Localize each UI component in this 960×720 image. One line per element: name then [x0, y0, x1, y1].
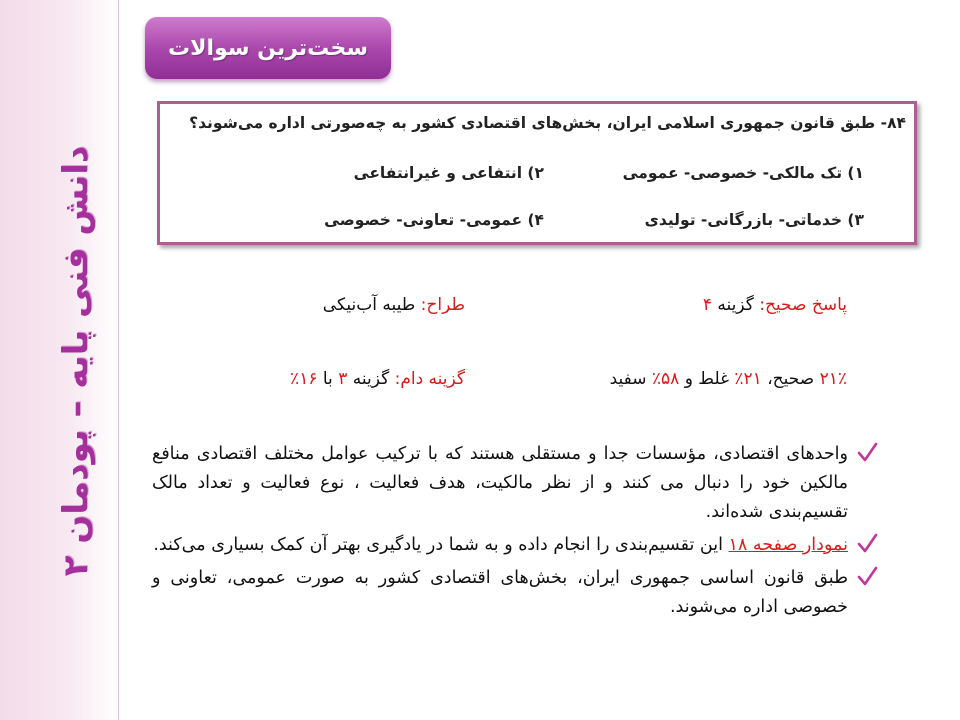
- answer-stats: [610, 369, 847, 389]
- trap-number: ۳: [338, 369, 348, 389]
- list-item-text: این تقسیم‌بندی را انجام داده و به شما در یادگیری بهتر آن کمک بسیاری می‌کند.: [153, 535, 723, 555]
- trap-pct: ۱۶٪: [290, 369, 318, 389]
- checkmark-icon: [856, 531, 878, 557]
- list-item: [152, 440, 878, 527]
- stats-blank-pct: ۵۸٪: [651, 369, 680, 389]
- correct-answer-prefix: گزینه: [717, 295, 754, 315]
- trap-with: با: [322, 369, 333, 389]
- question-text: ۸۴- طبق قانون جمهوری اسلامی ایران، بخش‌های اقتصادی کشور به چه‌صورتی اداره می‌شوند؟: [189, 114, 906, 132]
- explanation-list: [152, 440, 878, 626]
- correct-answer-number: ۴: [702, 295, 712, 315]
- sidebar-title: دانش فنی پایه – پودمان ۲: [56, 145, 96, 577]
- option-4: ۴) عمومی- تعاونی- خصوصی: [324, 211, 544, 229]
- stats-wrong-pct: ۲۱٪: [734, 369, 762, 389]
- header-banner: [145, 17, 391, 79]
- option-1: ۱) تک مالکی- خصوصی- عمومی: [622, 164, 864, 182]
- designer-label: طراح:: [420, 295, 465, 315]
- question-box: [157, 101, 917, 245]
- checkmark-icon: [856, 564, 878, 590]
- stats-correct-word: صحیح،: [767, 369, 815, 389]
- option-3: ۳) خدماتی- بازرگانی- تولیدی: [644, 211, 864, 229]
- stats-blank-word: سفید: [609, 369, 647, 389]
- list-item-highlight: نمودار صفحه ۱۸: [728, 535, 848, 555]
- designer-name: طیبه آب‌نیکی: [322, 295, 416, 315]
- list-item: [152, 564, 878, 622]
- correct-answer-label: پاسخ صحیح:: [759, 295, 847, 315]
- page-title: سخت‌ترین سوالات: [168, 35, 368, 61]
- list-item-text: واحدهای اقتصادی، مؤسسات جدا و مستقلی هستند که با ترکیب عوامل مختلف اقتصادی منافع مالکین خود را دنبال می کنند و از نظر مالکیت، هدف فعالیت ، نوع فعالیت و تعداد مالک تقسیم‌بندی شده‌اند.: [152, 444, 848, 522]
- list-item: [152, 531, 878, 560]
- trap-option: [290, 369, 465, 389]
- stats-correct-pct: ۲۱٪: [819, 369, 847, 389]
- option-2: ۲) انتفاعی و غیرانتفاعی: [353, 164, 544, 182]
- list-item-text: طبق قانون اساسی جمهوری ایران، بخش‌های اقتصادی کشور به صورت عمومی، تعاونی و خصوصی اداره می‌شوند.: [152, 568, 848, 617]
- trap-prefix: گزینه: [352, 369, 390, 389]
- trap-label: گزینه دام:: [394, 369, 465, 389]
- checkmark-icon: [856, 440, 878, 466]
- designer-info: [323, 295, 465, 315]
- stats-wrong-word: غلط و: [684, 369, 729, 389]
- correct-answer: [703, 295, 847, 315]
- sidebar-divider: [118, 0, 119, 720]
